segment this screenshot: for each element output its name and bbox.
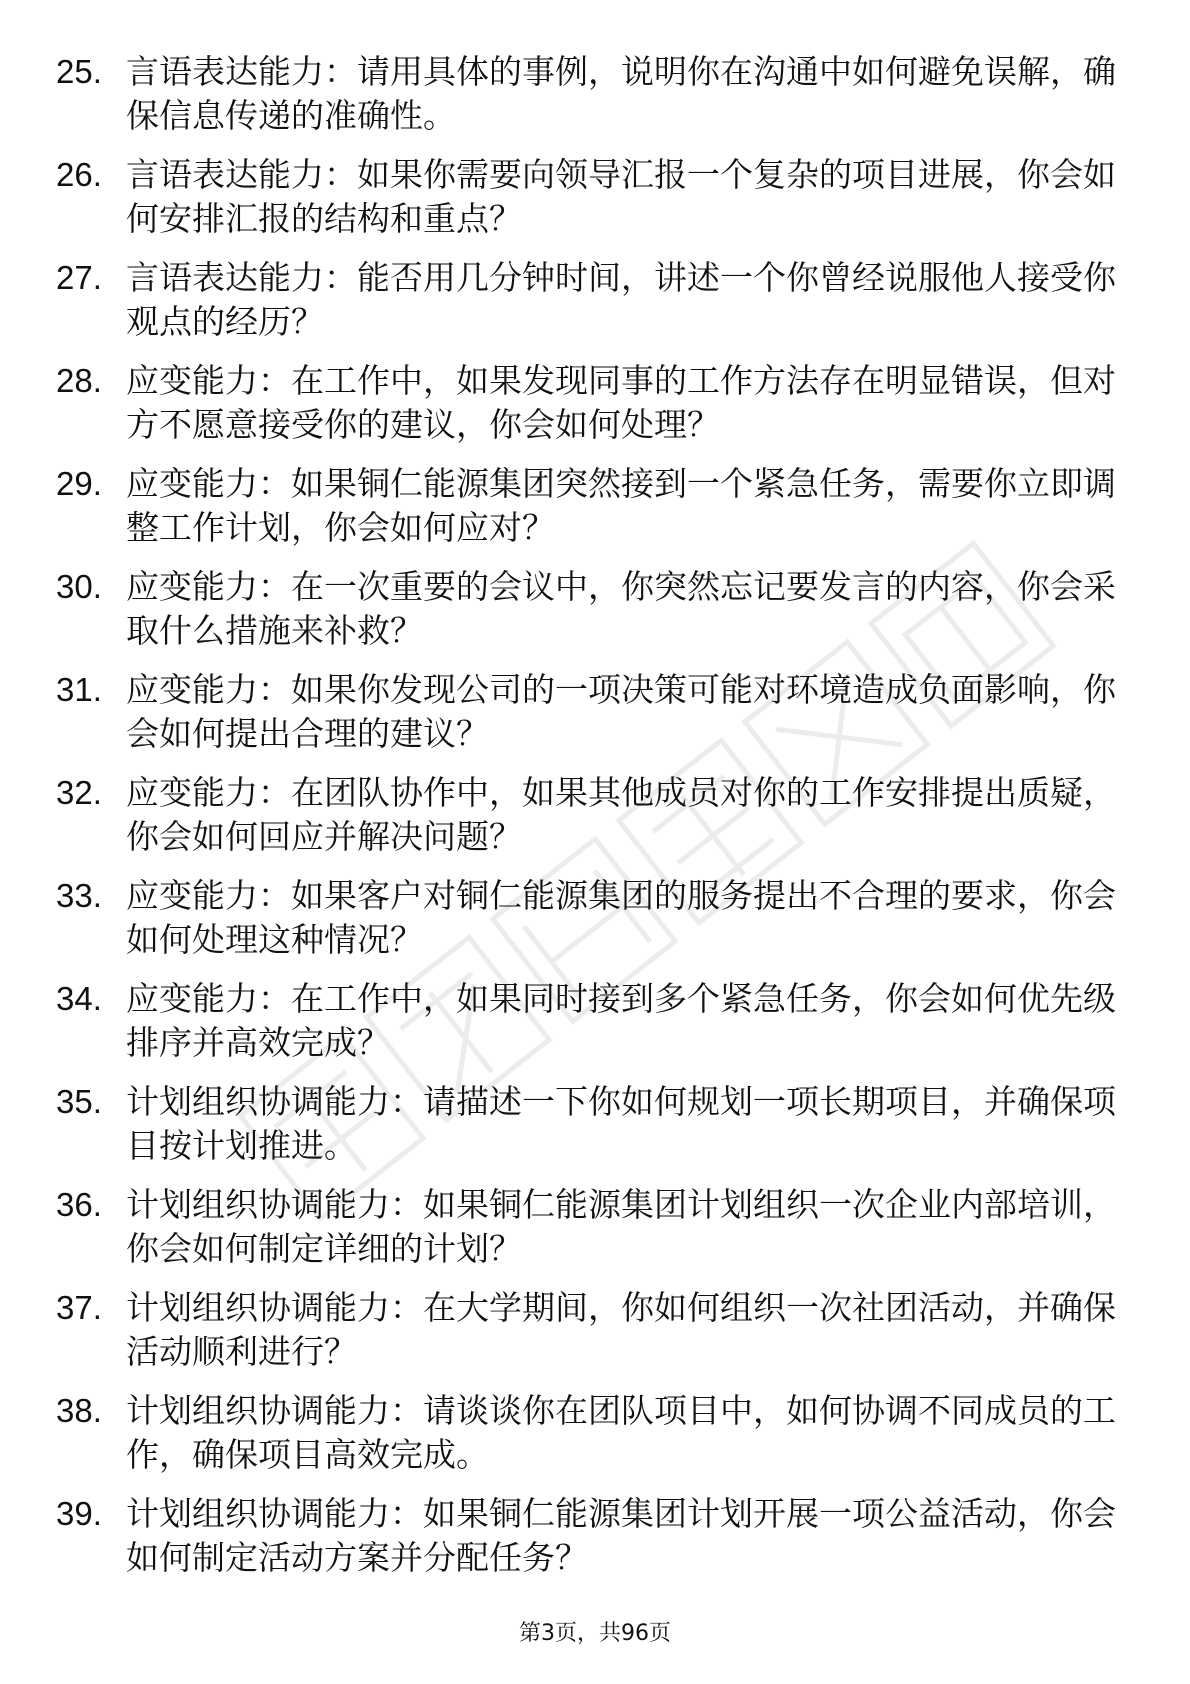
question-number: 38. [56, 1392, 102, 1429]
question-number: 28. [56, 362, 102, 399]
question-text: 计划组织协调能力：请谈谈你在团队项目中，如何协调不同成员的工作，确保项目高效完成。 [126, 1391, 1116, 1474]
question-number: 35. [56, 1083, 102, 1120]
list-item [56, 874, 1116, 962]
list-item [56, 565, 1116, 653]
question-number: 34. [56, 980, 102, 1017]
list-item [56, 1492, 1116, 1580]
question-text: 应变能力：如果铜仁能源集团突然接到一个紧急任务，需要你立即调整工作计划，你会如何应对？ [126, 464, 1116, 547]
question-number: 33. [56, 877, 102, 914]
question-text: 应变能力：在一次重要的会议中，你突然忘记要发言的内容，你会采取什么措施来补救？ [126, 567, 1116, 650]
question-number: 31. [56, 671, 102, 708]
question-text: 言语表达能力：能否用几分钟时间，讲述一个你曾经说服他人接受你观点的经历？ [126, 258, 1116, 341]
list-item [56, 50, 1116, 138]
question-text: 言语表达能力：如果你需要向领导汇报一个复杂的项目进展，你会如何安排汇报的结构和重点？ [126, 155, 1116, 238]
list-item [56, 1080, 1116, 1168]
question-number: 39. [56, 1495, 102, 1532]
list-item [56, 1286, 1116, 1374]
question-number: 30. [56, 568, 102, 605]
question-number: 25. [56, 53, 102, 90]
list-item [56, 977, 1116, 1065]
question-number: 32. [56, 774, 102, 811]
list-item [56, 256, 1116, 344]
question-text: 应变能力：如果你发现公司的一项决策可能对环境造成负面影响，你会如何提出合理的建议？ [126, 670, 1116, 753]
list-item [56, 1183, 1116, 1271]
question-text: 应变能力：在团队协作中，如果其他成员对你的工作安排提出质疑，你会如何回应并解决问题？ [126, 773, 1116, 856]
question-text: 计划组织协调能力：在大学期间，你如何组织一次社团活动，并确保活动顺利进行？ [126, 1288, 1116, 1371]
list-item [56, 1389, 1116, 1477]
question-text: 应变能力：在工作中，如果发现同事的工作方法存在明显错误，但对方不愿意接受你的建议，你会如何处理？ [126, 361, 1116, 444]
list-item [56, 153, 1116, 241]
question-text: 计划组织协调能力：如果铜仁能源集团计划组织一次企业内部培训，你会如何制定详细的计划？ [126, 1185, 1116, 1268]
list-item [56, 771, 1116, 859]
list-item [56, 359, 1116, 447]
list-item [56, 668, 1116, 756]
list-item [56, 462, 1116, 550]
question-text: 言语表达能力：请用具体的事例，说明你在沟通中如何避免误解，确保信息传递的准确性。 [126, 52, 1116, 135]
question-text: 应变能力：在工作中，如果同时接到多个紧急任务，你会如何优先级排序并高效完成？ [126, 979, 1116, 1062]
question-list [56, 50, 1116, 1595]
question-text: 应变能力：如果客户对铜仁能源集团的服务提出不合理的要求，你会如何处理这种情况？ [126, 876, 1116, 959]
question-number: 37. [56, 1289, 102, 1326]
question-text: 计划组织协调能力：请描述一下你如何规划一项长期项目，并确保项目按计划推进。 [126, 1082, 1116, 1165]
question-text: 计划组织协调能力：如果铜仁能源集团计划开展一项公益活动，你会如何制定活动方案并分配任务？ [126, 1494, 1116, 1577]
question-number: 27. [56, 259, 102, 296]
page-footer [0, 1620, 1190, 1648]
question-number: 29. [56, 465, 102, 502]
question-number: 36. [56, 1186, 102, 1223]
page-number: 第3页，共96页 [519, 1621, 671, 1646]
question-number: 26. [56, 156, 102, 193]
